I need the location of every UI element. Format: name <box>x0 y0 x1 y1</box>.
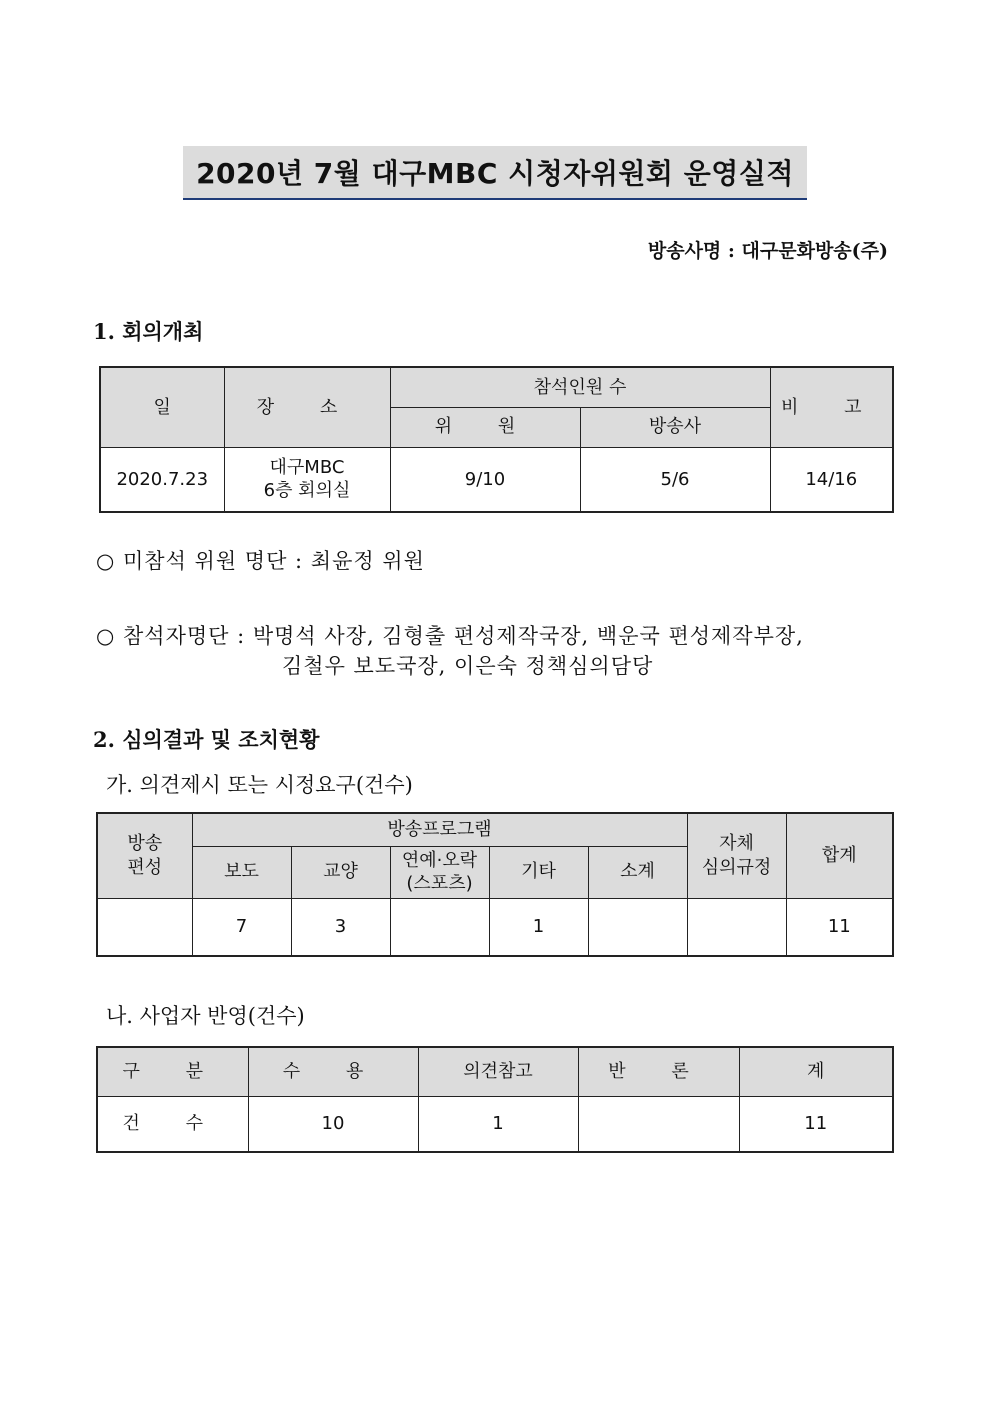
cell-place <box>224 447 390 512</box>
header-entertainment-line1: 연예·오락 <box>401 849 478 871</box>
attendees-line1: ○ 참석자명단 : 박명석 사장, 김형출 편성제작국장, 백운국 편성제작부장, <box>96 624 804 648</box>
cell-culture: 3 <box>291 898 390 956</box>
cell-self-rules <box>687 898 786 956</box>
header-schedule-line2: 편성 <box>127 856 163 878</box>
header-subtotal: 소계 <box>588 846 687 898</box>
cell-members: 9/10 <box>390 447 580 512</box>
header-attendance: 참석인원 수 <box>390 367 770 407</box>
header-schedule <box>97 813 192 898</box>
cell-place-line2: 6층 회의실 <box>263 480 351 502</box>
cell-reference: 1 <box>418 1096 578 1152</box>
meeting-table <box>99 366 894 513</box>
header-entertainment-line2: (스포츠) <box>406 873 473 894</box>
cell-total: 11 <box>786 898 893 956</box>
header-place: 장 소 <box>224 367 390 447</box>
cell-news: 7 <box>192 898 291 956</box>
header-culture: 교양 <box>291 846 390 898</box>
header-self-line1: 자체 <box>719 833 754 855</box>
section1-heading: 1. 회의개최 <box>93 319 204 344</box>
header-self-rules <box>687 813 786 898</box>
cell-rebuttal <box>578 1096 739 1152</box>
cell-schedule <box>97 898 192 956</box>
header-reference: 의견참고 <box>418 1047 578 1096</box>
header-date: 일 <box>100 367 224 447</box>
review-table <box>96 812 894 957</box>
section2-heading: 2. 심의결과 및 조치현황 <box>93 727 320 752</box>
subsection-a-heading: 가. 의견제시 또는 시정요구(건수) <box>106 773 413 797</box>
cell-station: 5/6 <box>580 447 770 512</box>
header-accept: 수 용 <box>248 1047 418 1096</box>
attendees-line2: 김철우 보도국장, 이은숙 정책심의담당 <box>282 654 654 678</box>
cell-place-line1: 대구MBC <box>269 456 345 478</box>
cell-other: 1 <box>489 898 588 956</box>
cell-subtotal <box>588 898 687 956</box>
cell-date: 2020.7.23 <box>100 447 224 512</box>
title-box <box>183 146 807 200</box>
broadcaster-name: 방송사명 : 대구문화방송(주) <box>647 240 888 262</box>
absent-list: ○ 미참석 위원 명단 : 최윤정 위원 <box>96 549 425 573</box>
cell-accept: 10 <box>248 1096 418 1152</box>
header-members: 위 원 <box>390 407 580 447</box>
cell-sum: 11 <box>739 1096 893 1152</box>
header-news: 보도 <box>192 846 291 898</box>
reflection-table <box>96 1046 894 1153</box>
header-schedule-line1: 방송 <box>127 833 163 855</box>
header-program: 방송프로그램 <box>192 813 687 846</box>
cell-division: 건 수 <box>97 1096 248 1152</box>
header-sum: 계 <box>739 1047 893 1096</box>
header-total: 합계 <box>786 813 893 898</box>
page-title: 2020년 7월 대구MBC 시청자위원회 운영실적 <box>196 157 794 190</box>
header-rebuttal: 반 론 <box>578 1047 739 1096</box>
cell-entertainment <box>390 898 489 956</box>
cell-note: 14/16 <box>770 447 893 512</box>
header-other: 기타 <box>489 846 588 898</box>
subsection-b-heading: 나. 사업자 반영(건수) <box>106 1004 305 1028</box>
header-division: 구 분 <box>97 1047 248 1096</box>
header-self-line2: 심의규정 <box>701 856 772 878</box>
header-entertainment <box>390 846 489 898</box>
header-station: 방송사 <box>580 407 770 447</box>
header-note: 비 고 <box>770 367 893 447</box>
